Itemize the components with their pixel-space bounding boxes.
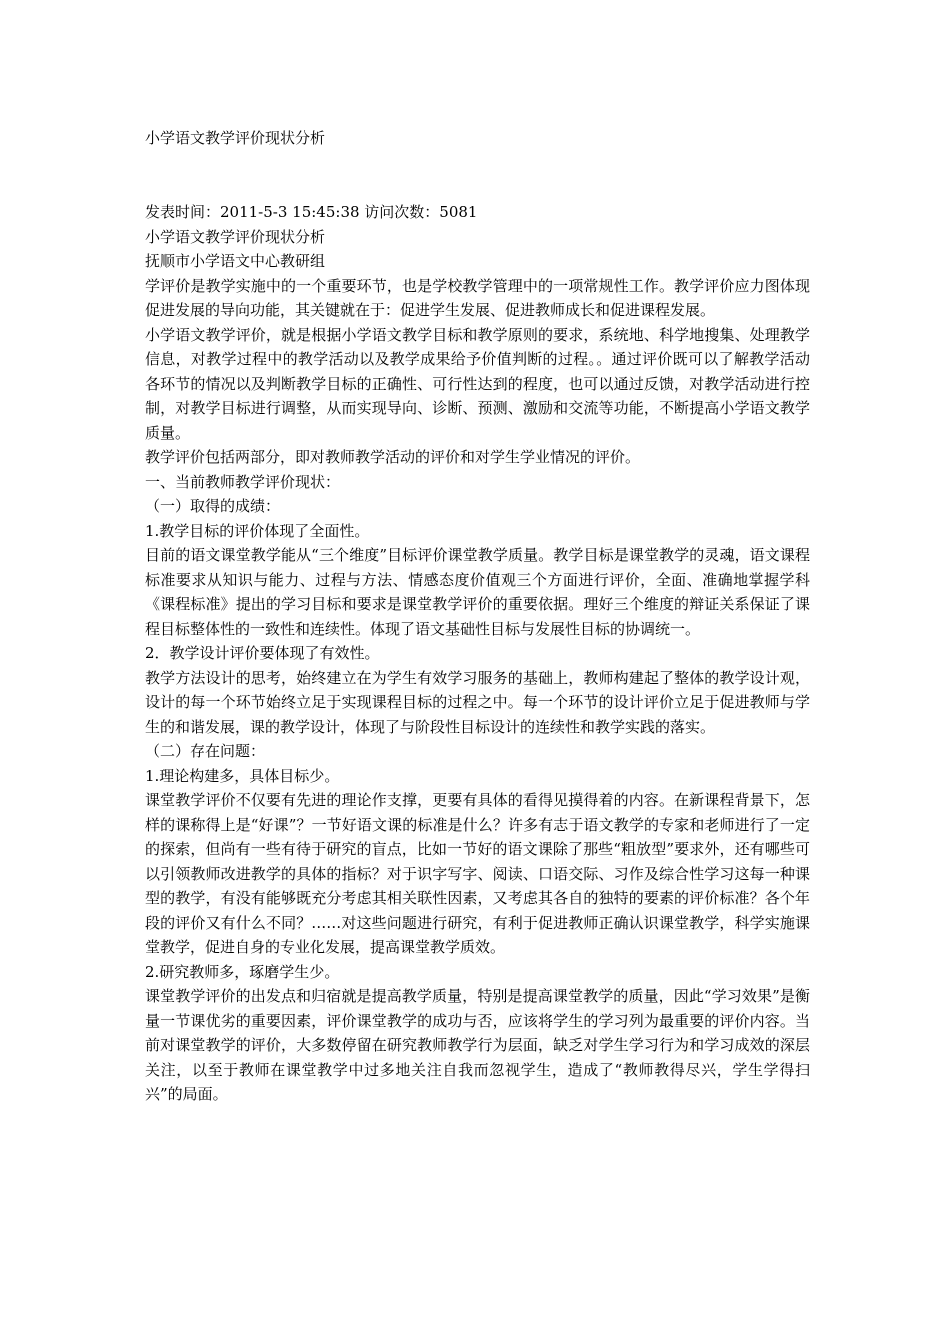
point-heading: 1.教学目标的评价体现了全面性。 xyxy=(145,521,370,540)
paragraph: 教学评价包括两部分，即对教师教学活动的评价和对学生学业情况的评价。 xyxy=(145,448,641,466)
article-author: 抚顺市小学语文中心教研组 xyxy=(145,252,326,270)
article-subtitle: 小学语文教学评价现状分析 xyxy=(145,227,326,246)
point-heading: 1.理论构建多，具体目标少。 xyxy=(145,766,340,785)
subsection-heading: （二）存在问题： xyxy=(145,742,266,760)
section-heading: 一、当前教师教学评价现状： xyxy=(145,472,341,491)
document-title: 小学语文教学评价现状分析 xyxy=(145,129,326,147)
subsection-heading: （一）取得的成绩： xyxy=(145,497,281,515)
document-body xyxy=(145,200,810,1107)
paragraph: 小学语文教学评价，就是根据小学语文教学目标和教学原则的要求，系统地、科学地搜集、处理教学信息，对教学过程中的教学活动以及教学成果给予价值判断的过程。。通过评价既可以了解教学活动各环节的情况以及判断教学目标的正确性、可行性达到的程度，也可以通过反馈，对教学活动进行控制，对教学目标进行调整，从而实现导向、诊断、预测、激励和交流等功能，不断提高小学语文教学质量。 xyxy=(145,325,810,442)
point-heading: 2．教学设计评价要体现了有效性。 xyxy=(145,644,380,662)
paragraph: 目前的语文课堂教学能从“三个维度”目标评价课堂教学质量。教学目标是课堂教学的灵魂，语文课程标准要求从知识与能力、过程与方法、情感态度价值观三个方面进行评价，全面、准确地掌握学科《课程标准》提出的学习目标和要求是课堂教学评价的重要依据。理好三个维度的辩证关系保证了课程目标整体性的一致性和连续性。体现了语文基础性目标与发展性目标的协调统一。 xyxy=(145,546,810,638)
point-heading: 2.研究教师多，琢磨学生少。 xyxy=(145,962,340,981)
paragraph: 课堂教学评价不仅要有先进的理论作支撑，更要有具体的看得见摸得着的内容。在新课程背景下，怎样的课称得上是“好课”？一节好语文课的标准是什么？许多有志于语文教学的专家和老师进行了一定的探索，但尚有一些有待于研究的盲点，比如一节好的语文课除了那些“粗放型”要求外，还有哪些可以引领教师改进教学的具体的指标？对于识字写字、阅读、口语交际、习作及综合性学习这每一种课型的教学，有没有能够既充分考虑其相关联性因素，又考虑其各自的独特的要素的评价标准？各个年段的评价又有什么不同？……对这些问题进行研究，有利于促进教师正确认识课堂教学，科学实施课堂教学，促进自身的专业化发展，提高课堂教学质效。 xyxy=(145,791,810,956)
publish-meta: 发表时间：2011-5-3 15:45:38 访问次数：5081 xyxy=(145,203,478,221)
paragraph: 课堂教学评价的出发点和归宿就是提高教学质量，特别是提高课堂教学的质量，因此“学习效果”是衡量一节课优劣的重要因素，评价课堂教学的成功与否，应该将学生的学习列为最重要的评价内容。当前对课堂教学的评价，大多数停留在研究教师教学行为层面，缺乏对学生学习行为和学习成效的深层关注，以至于教师在课堂教学中过多地关注自我而忽视学生，造成了“教师教得尽兴，学生学得扫兴”的局面。 xyxy=(145,987,810,1103)
paragraph: 教学方法设计的思考，始终建立在为学生有效学习服务的基础上，教师构建起了整体的教学设计观，设计的每一个环节始终立足于实现课程目标的过程之中。每一个环节的设计评价立足于促进教师与学生的和谐发展，课的教学设计，体现了与阶段性目标设计的连续性和教学实践的落实。 xyxy=(145,668,810,736)
paragraph: 学评价是教学实施中的一个重要环节，也是学校教学管理中的一项常规性工作。教学评价应力图体现促进发展的导向功能，其关键就在于：促进学生发展、促进教师成长和促进课程发展。 xyxy=(145,276,810,319)
